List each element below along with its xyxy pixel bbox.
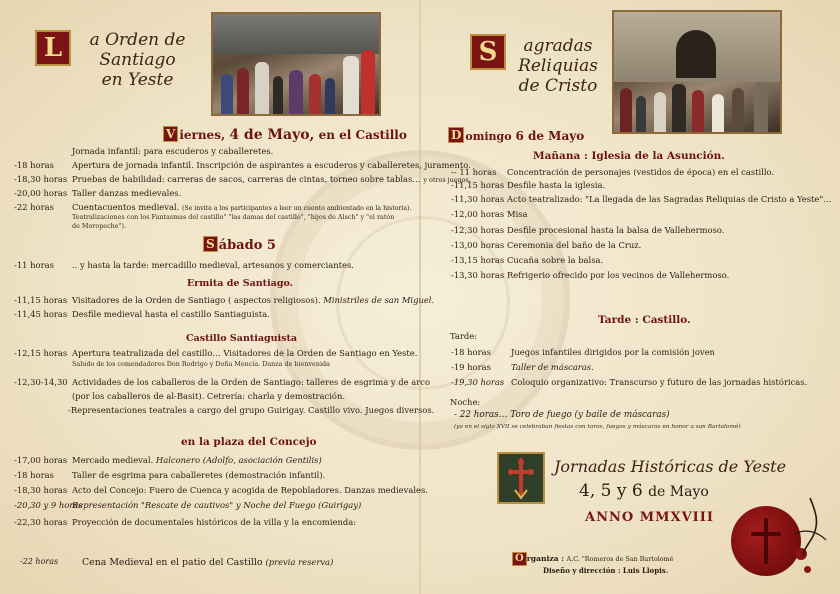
right-panel: S agradas Reliquias de Cristo D omingo 6 de Mayo Mañana : Iglesia de la Asunción. -- 11 horas Concentración de personajes (vestidos de época) en el castillo. -11,15 horas Desfile hasta la iglesia. -11,30 horas Acto teatralizado: "La llegada de las Sagradas Reliquias de Cristo a Yeste"… -12,00 horas Misa -12,30 horas Desfile procesional hasta la balsa de Vallehermoso. -13,00 horas Ceremonia del baño de la Cruz. -13,15 horas Cucaña sobre la balsa. -13,30 horas Refrigerio ofrecido por los vecinos de Vallehermoso. Tarde : Castillo. Tarde: -18 horas Juegos infantiles dirigidos por la comisión joven -19 horas Taller de máscaras. -19,30 horas Coloquio organizativo: Transcurso y futuro de las jornadas históricas. Noche: - 22 horas… Toro de fuego (y baile de máscaras) (ya en el siglo XVII se celebraban fiestas con toros, fuegos y máscaras en honor a san Bartolomé) Jornadas Históricas de Yeste 4, 5 y 6 de Mayo ANNO MMXVIII O rganiza : A.C. "Romeros de San Bartolomé Diseño y dirección : Luis Llopis. <box>421 0 840 594</box>
title-dropcap: S <box>470 34 506 70</box>
anno-text: ANNO MMXVIII <box>585 510 714 525</box>
castillo-note: Saludo de los comendadores Don Rodrigo y Doña Mencía. Danza de bienvenida <box>72 360 330 368</box>
noche-label: Noche: <box>450 397 481 407</box>
schedule-row-continued: -Representaciones teatrales a cargo del grupo Guirigay. Castillo vivo. Juegos diversos. <box>68 405 435 415</box>
saturday-dropcap: S <box>203 236 218 252</box>
sunday-dropcap: D <box>448 127 464 143</box>
manana-heading: Mañana : Iglesia de la Asunción. <box>533 150 725 162</box>
jornadas-title: Jornadas Históricas de Yeste <box>554 457 787 476</box>
castillo-heading: Castillo Santiaguista <box>186 333 298 344</box>
santiago-cross-icon <box>499 454 543 502</box>
page-title <box>503 36 613 96</box>
title-dropcap: L <box>35 30 71 66</box>
noche-row: - 22 horas… Toro de fuego (y baile de máscaras) <box>454 410 670 420</box>
diseno-line: Diseño y dirección : Luis Llopis. <box>543 566 669 575</box>
jornadas-dates: 4, 5 y 6 de Mayo <box>579 481 709 501</box>
castle-photo <box>211 12 381 116</box>
noche-note: (ya en el siglo XVII se celebraban fiestas con toros, fuegos y máscaras en honor a san Bartolomé) <box>454 424 741 430</box>
tarde-label: Tarde: <box>450 331 478 341</box>
plaza-heading: en la plaza del Concejo <box>181 436 317 448</box>
friday-dropcap: V <box>163 126 178 142</box>
title-line-2: en Yeste <box>101 70 174 90</box>
wax-drop <box>804 566 811 573</box>
saturday-heading: S ábado 5 <box>203 236 276 253</box>
page-title <box>70 30 205 90</box>
tarde-heading: Tarde : Castillo. <box>598 314 691 326</box>
jornadas-logo <box>497 452 545 504</box>
title-line-1: a Orden de Santiago <box>89 30 186 70</box>
sunday-heading: D omingo 6 de Mayo <box>448 127 584 143</box>
friday-note: Teatralizaciones con los Fantasmas del castillo" "las damas del castillo", "hijos de Alsch" y "el ratón de Moropeche"). <box>72 213 395 230</box>
ermita-heading: Ermita de Santiago. <box>187 278 293 289</box>
organiza-line: O rganiza : A.C. "Romeros de San Bartolomé <box>512 552 673 566</box>
friday-intro: Jornada infantil: para escuderos y caballeretes. <box>72 146 274 156</box>
title-line-1: agradas Reliquias <box>518 36 598 76</box>
title-line-2: de Cristo <box>518 76 598 96</box>
church-photo <box>612 10 782 134</box>
friday-heading: V iernes, 4 de Mayo, en el Castillo <box>163 126 407 143</box>
organiza-dropcap: O <box>512 552 527 566</box>
left-panel: L a Orden de Santiago en Yeste V iernes, 4 de Mayo, en el Castillo Jornada infantil: para escuderos y caballeretes. -18 horas Apertura de jornada infantil. Inscripción de aspirantes a escuderos y caballeretes, juramento. -18,30 horas Pruebas de habilidad: carreras de sacos, carreras de cintas, torneo sobre tablas… y otros juegos. -20,00 horas Taller danzas medievales. -22 horas Cuentacuentos medieval. (Se invita a los participantes a leer un cuento ambientado en la historia). Teatralizaciones con los Fantasmas del castillo" "las damas del castillo", "hijos de Alsch" y "el ratón de Moropeche"). S ábado 5 -11 horas .. y hasta la tarde: mercadillo medieval, artesanos y comerciantes. Ermita de Santiago. -11,15 horas Visitadores de la Orden de Santiago ( aspectos religiosos). Ministriles de san Miguel. -11,45 horas Desfile medieval hasta el castillo Santiaguista. Castillo Santiaguista -12,15 horas Apertura teatralizada del castillo… Visitadores de la Orden de Santiago en Yeste. Saludo de los comendadores Don Rodrigo y Doña Mencía. Danza de bienvenida -12,30-14,30 Actividades de los caballeros de la Orden de Santiago: talleres de esgrima y de arco (por los caballeros de al-Basit). Cetrería: charla y demostración. -Representaciones teatrales a cargo del grupo Guirigay. Castillo vivo. Juegos diversos. en la plaza del Concejo -17,00 horas Mercado medieval. Halconero (Adolfo, asociación Gentilis) -18 horas Taller de esgrima para caballeretes (demostración infantil). -18,30 horas Acto del Concejo: Fuero de Cuenca y acogida de Repobladores. Danzas medievales. -20,30 y 9 horas Representación "Rescate de cautivos" y Noche del Fuego (Guirigay) -22,30 horas Proyección de documentales históricos de la villa y la encomienda: -22 horas Cena Medieval en el patio del Castillo (previa reserva) <box>0 0 419 594</box>
schedule-row-continued: (por los caballeros de al-Basit). Cetrería: charla y demostración. <box>72 391 346 401</box>
quill-signature-icon <box>786 494 832 558</box>
